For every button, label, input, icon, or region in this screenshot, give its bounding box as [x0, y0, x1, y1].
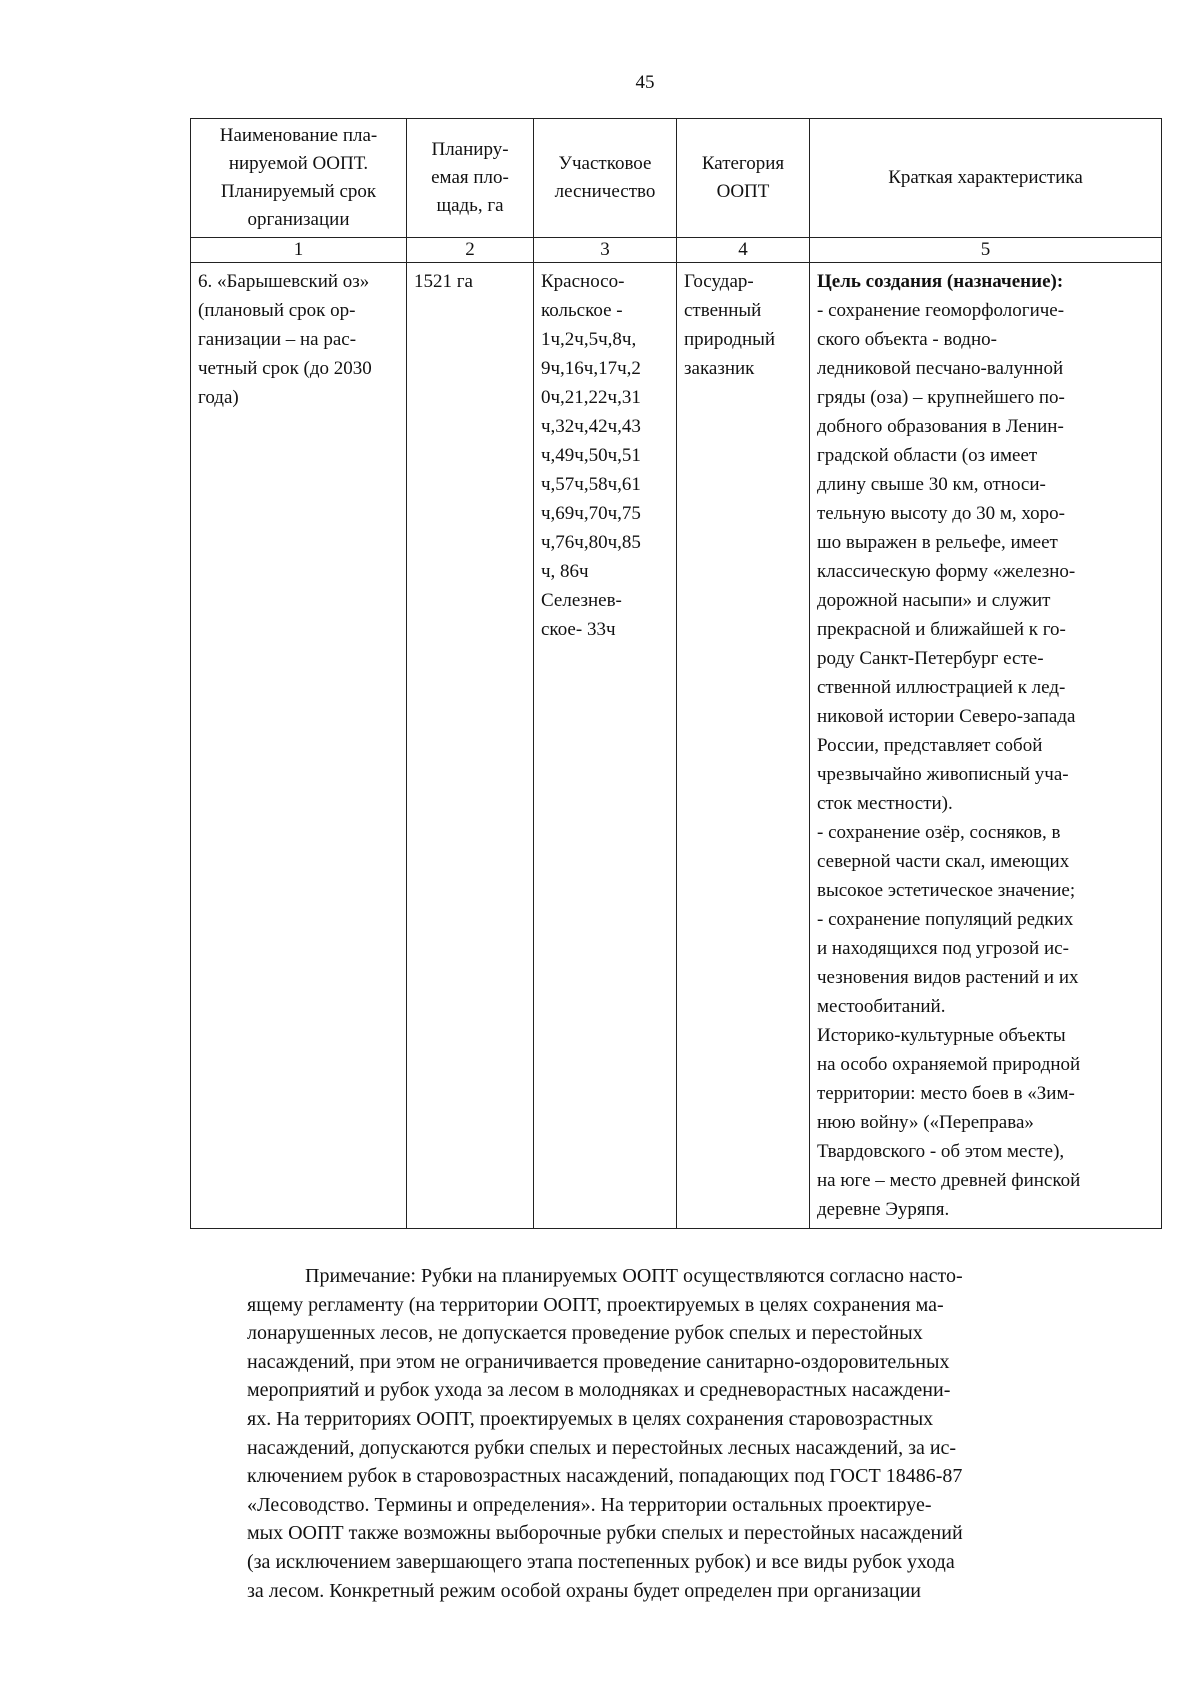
- text-line: на юге – место древней финской: [817, 1170, 1081, 1191]
- text-line: классическую форму «железно-: [817, 561, 1076, 582]
- text-line: Красносо-: [541, 271, 625, 292]
- text-line: насаждений, при этом не ограничивается проведение санитарно-оздоровительных: [247, 1350, 950, 1373]
- text-line: природный: [684, 329, 776, 350]
- text-line: Селезнев-: [541, 590, 622, 611]
- text-line: (за исключением завершающего этапа постепенных рубок) и все виды рубок ухода: [247, 1550, 955, 1573]
- text-line: «Лесоводство. Термины и определения». На территории остальных проектируе-: [247, 1493, 932, 1516]
- text-line: и находящихся под угрозой ис-: [817, 938, 1069, 959]
- text-line: добного образования в Ленин-: [817, 416, 1064, 437]
- text-line: северной части скал, имеющих: [817, 851, 1070, 872]
- text-line: 1ч,2ч,5ч,8ч,: [541, 329, 637, 350]
- text-line: ского объекта - водно-: [817, 329, 997, 350]
- text-line: ственный: [684, 300, 762, 321]
- text-line: ключением рубок в старовозрастных насаждений, попадающих под ГОСТ 18486-87: [247, 1465, 963, 1488]
- text-line: ганизации – на рас-: [198, 329, 357, 350]
- text-line: насаждений, допускаются рубки спелых и перестойных лесных насаждений, за ис-: [247, 1436, 957, 1459]
- text-line: чрезвычайно живописный уча-: [817, 764, 1069, 785]
- text-line: мых ООПТ также возможны выборочные рубки спелых и перестойных насаждений: [247, 1522, 963, 1545]
- text-line: длину свыше 30 км, относи-: [817, 474, 1046, 495]
- cell-forestry: [534, 263, 677, 1229]
- header-description: Краткая характеристика: [810, 119, 1162, 238]
- text-line: дорожной насыпи» и служит: [817, 590, 1051, 611]
- table-row: [191, 263, 1162, 1229]
- text-line: высокое эстетическое значение;: [817, 880, 1076, 901]
- text-line: ящему регламенту (на территории ООПТ, проектируемых в целях сохранения ма-: [247, 1293, 944, 1316]
- note-paragraph: [247, 1262, 1121, 1605]
- text-line: Историко-культурные объекты: [817, 1025, 1066, 1046]
- note-lines: [247, 1262, 1121, 1605]
- text-line: лонарушенных лесов, не допускается проведение рубок спелых и перестойных: [247, 1322, 923, 1345]
- text-line: 1521 га: [414, 271, 473, 292]
- text-line: ях. На территориях ООПТ, проектируемых в целях сохранения старовозрастных: [247, 1407, 934, 1430]
- text-line: ственной иллюстрацией к лед-: [817, 677, 1066, 698]
- column-number: 3: [534, 238, 677, 263]
- text-line: ч,76ч,80ч,85: [541, 532, 641, 553]
- text-line: Твардовского - об этом месте),: [817, 1141, 1065, 1162]
- text-line: на особо охраняемой природной: [817, 1054, 1081, 1075]
- column-number-row: [191, 238, 1162, 263]
- text-line: ское- 33ч: [541, 619, 616, 640]
- cell-category: [677, 263, 810, 1229]
- text-line: ч,32ч,42ч,43: [541, 416, 641, 437]
- column-number: 2: [407, 238, 534, 263]
- page-number: 45: [635, 72, 655, 93]
- text-line: кольское -: [541, 300, 623, 321]
- column-number: 5: [810, 238, 1162, 263]
- text-line: ч,49ч,50ч,51: [541, 445, 641, 466]
- cell-description: [810, 263, 1162, 1229]
- text-line: ледниковой песчано-валунной: [817, 358, 1064, 379]
- text-line: 9ч,16ч,17ч,2: [541, 358, 641, 379]
- text-line: ч, 86ч: [541, 561, 589, 582]
- text-line: мероприятий и рубок ухода за лесом в молодняках и средневорастных насаждени-: [247, 1379, 951, 1402]
- description-lines: [817, 296, 1154, 1224]
- text-line: градской области (оз имеет: [817, 445, 1038, 466]
- header-row: [191, 119, 1162, 238]
- text-line: Примечание: Рубки на планируемых ООПТ осуществляются согласно насто-: [305, 1265, 963, 1287]
- header-name: Наименование пла- нируемой ООПТ. Планируемый срок организации: [191, 119, 407, 238]
- text-line: ч,69ч,70ч,75: [541, 503, 641, 524]
- header-forestry: Участковое лесничество: [534, 119, 677, 238]
- text-line: ч,57ч,58ч,61: [541, 474, 641, 495]
- text-line: шо выражен в рельефе, имеет: [817, 532, 1058, 553]
- text-line: - сохранение озёр, сосняков, в: [817, 822, 1061, 843]
- text-line: нюю войну» («Переправа»: [817, 1112, 1034, 1133]
- text-line: Государ-: [684, 271, 754, 292]
- text-line: 6. «Барышевский оз»: [198, 271, 370, 292]
- text-line: (плановый срок ор-: [198, 300, 356, 321]
- text-line: деревне Эуряпя.: [817, 1199, 950, 1220]
- purpose-title: Цель создания (назначение):: [817, 271, 1064, 292]
- header-category: Категория ООПТ: [677, 119, 810, 238]
- cell-area: [407, 263, 534, 1229]
- cell-name: [191, 263, 407, 1229]
- text-line: России, представляет собой: [817, 735, 1043, 756]
- header-area: Планиру- емая пло- щадь, га: [407, 119, 534, 238]
- text-line: четный срок (до 2030: [198, 358, 372, 379]
- text-line: - сохранение геоморфологиче-: [817, 300, 1065, 321]
- oopt-table: [190, 118, 1162, 1229]
- text-line: чезновения видов растений и их: [817, 967, 1079, 988]
- text-line: никовой истории Северо-запада: [817, 706, 1076, 727]
- column-number: 4: [677, 238, 810, 263]
- column-number: 1: [191, 238, 407, 263]
- text-line: территории: место боев в «Зим-: [817, 1083, 1075, 1104]
- text-line: сток местности).: [817, 793, 953, 814]
- text-line: 0ч,21,22ч,31: [541, 387, 641, 408]
- text-line: заказник: [684, 358, 755, 379]
- text-line: местообитаний.: [817, 996, 946, 1017]
- text-line: - сохранение популяций редких: [817, 909, 1074, 930]
- text-line: за лесом. Конкретный режим особой охраны будет определен при организации: [247, 1579, 921, 1602]
- text-line: года): [198, 387, 239, 408]
- text-line: тельную высоту до 30 м, хоро-: [817, 503, 1066, 524]
- text-line: гряды (оза) – крупнейшего по-: [817, 387, 1065, 408]
- text-line: прекрасной и ближайшей к го-: [817, 619, 1066, 640]
- text-line: роду Санкт-Петербург есте-: [817, 648, 1044, 669]
